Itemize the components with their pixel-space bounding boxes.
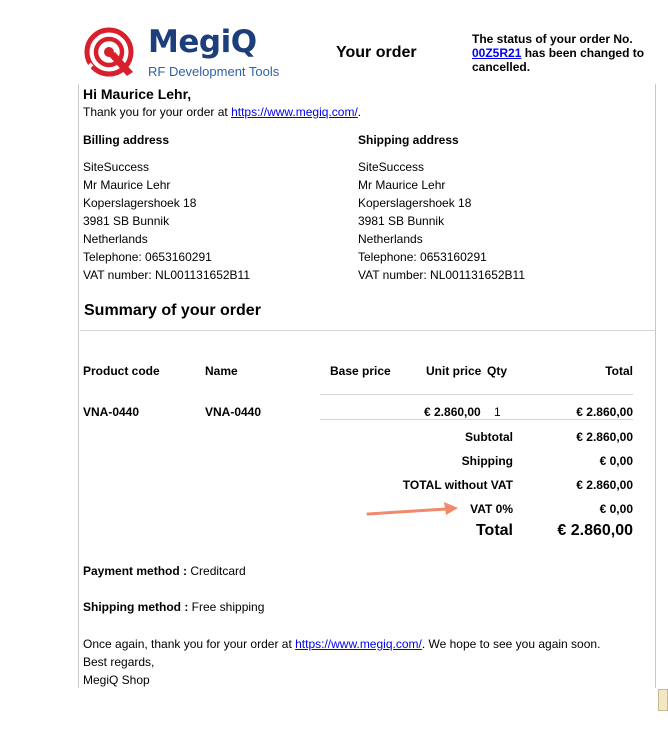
- content-frame-right-border: [655, 84, 656, 688]
- shipping-method-label: Shipping method :: [83, 600, 189, 614]
- shipping-line: Telephone: 0653160291: [358, 250, 487, 264]
- item-name: VNA-0440: [205, 405, 262, 419]
- item-total: € 2.860,00: [576, 405, 633, 419]
- shipping-line: VAT number: NL001131652B11: [358, 268, 526, 282]
- thanks-text: Thank you for your order at: [83, 105, 232, 119]
- subtotal-label: Subtotal: [465, 430, 513, 444]
- grand-total-label: Total: [475, 522, 513, 539]
- order-status-message: [472, 32, 662, 74]
- brand-tagline: RF Development Tools: [148, 64, 280, 79]
- shipping-address-heading: Shipping address: [358, 133, 459, 147]
- payment-method-value: Creditcard: [190, 564, 246, 578]
- closing-text: Once again, thank you for your order at: [83, 637, 296, 651]
- col-unit-price: Unit price: [426, 364, 482, 378]
- col-qty: Qty: [487, 364, 508, 378]
- regards: Best regards,: [83, 655, 155, 669]
- payment-method: [83, 564, 246, 578]
- shipping-method-value: Free shipping: [191, 600, 265, 614]
- billing-line: Koperslagershoek 18: [83, 196, 197, 210]
- shipping-line: 3981 SB Bunnik: [358, 214, 445, 228]
- billing-address-heading: Billing address: [83, 133, 170, 147]
- billing-line: SiteSuccess: [83, 160, 150, 174]
- vat-label: VAT 0%: [470, 502, 513, 516]
- col-total: Total: [605, 364, 633, 378]
- summary-divider: [80, 330, 655, 331]
- annotation-arrow-icon: [362, 500, 462, 522]
- total-without-vat-value: € 2.860,00: [576, 478, 633, 492]
- item-unit-price: € 2.860,00: [424, 405, 481, 419]
- payment-method-label: Payment method :: [83, 564, 188, 578]
- thanks-suffix: .: [357, 105, 362, 119]
- megiq-logo-icon: [80, 26, 138, 78]
- billing-line: 3981 SB Bunnik: [83, 214, 170, 228]
- closing-line: [83, 637, 653, 651]
- col-name: Name: [205, 364, 238, 378]
- thanks-line: [83, 105, 361, 119]
- item-qty: 1: [494, 405, 501, 419]
- subtotal-value: € 2.860,00: [576, 430, 633, 444]
- status-prefix: The status of your order No.: [472, 32, 633, 46]
- billing-line: Telephone: 0653160291: [83, 250, 212, 264]
- greeting: Hi Maurice Lehr,: [83, 86, 192, 102]
- signature: MegiQ Shop: [83, 673, 150, 687]
- shop-link[interactable]: https://www.megiq.com/: [231, 105, 358, 119]
- brand-name: MegiQ: [148, 24, 257, 60]
- grand-total-value: € 2.860,00: [557, 522, 633, 539]
- shipping-address: [358, 158, 525, 284]
- total-without-vat-label: TOTAL without VAT: [402, 478, 513, 492]
- header-divider: [320, 394, 633, 395]
- content-frame-left-border: [78, 84, 79, 688]
- shipping-method: [83, 600, 264, 614]
- shipping-line: Netherlands: [358, 232, 423, 246]
- shipping-line: Mr Maurice Lehr: [358, 178, 446, 192]
- page-title: Your order: [336, 44, 417, 61]
- billing-line: Mr Maurice Lehr: [83, 178, 171, 192]
- col-base-price: Base price: [330, 364, 391, 378]
- shipping-value: € 0,00: [599, 454, 633, 468]
- closing-suffix: . We hope to see you again soon.: [421, 637, 601, 651]
- corner-widget-icon[interactable]: [658, 689, 668, 711]
- billing-line: Netherlands: [83, 232, 148, 246]
- billing-line: VAT number: NL001131652B11: [83, 268, 251, 282]
- status-suffix: has been changed to cancelled.: [472, 46, 645, 74]
- closing-shop-link[interactable]: https://www.megiq.com/: [295, 637, 422, 651]
- vat-value: € 0,00: [599, 502, 633, 516]
- order-number-link[interactable]: 00Z5R21: [472, 46, 522, 60]
- shipping-label: Shipping: [461, 454, 513, 468]
- shipping-line: Koperslagershoek 18: [358, 196, 472, 210]
- billing-address: [83, 158, 250, 284]
- item-divider: [320, 419, 633, 420]
- shipping-line: SiteSuccess: [358, 160, 425, 174]
- item-code: VNA-0440: [83, 405, 140, 419]
- summary-heading: Summary of your order: [84, 302, 261, 319]
- col-product-code: Product code: [83, 364, 160, 378]
